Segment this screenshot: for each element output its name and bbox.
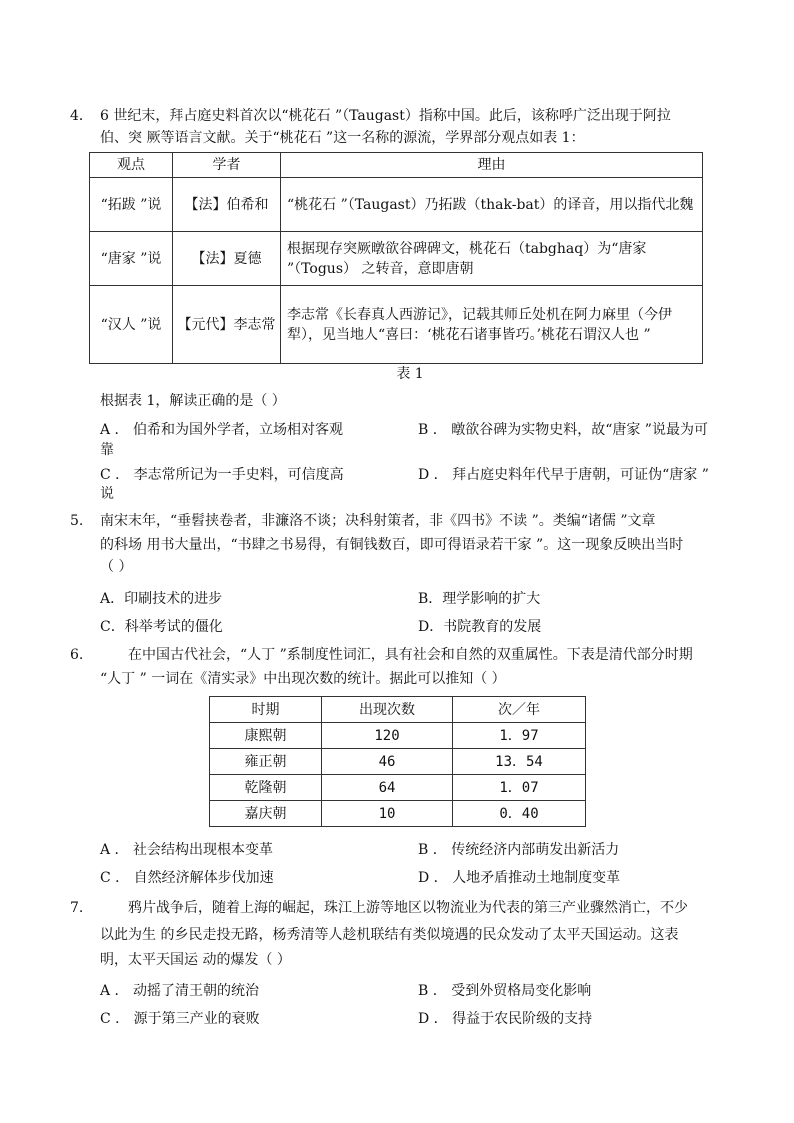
table-cell: 乾隆朝 [210,775,322,801]
table-row [90,286,703,364]
q4-option-d[interactable]: D ． 拜占庭史料年代早于唐朝，可证伪“唐家 ” [418,467,709,483]
table-1 [89,152,703,364]
table-header-row [90,153,703,178]
question-6-number: 6. [70,647,84,663]
table-cell: 1．97 [453,723,586,749]
table-header-cell: 时期 [210,697,322,723]
question-5-stem-line-1: 南宋末年，“垂髫挟卷者，非濂洛不谈；决科射策者，非《四书》不读 ”。类编“诸儒 ”文章 [100,513,656,529]
table-cell: “拓跋 ”说 [90,178,173,232]
q5-option-a[interactable]: A．印刷技术的进步 [100,591,223,607]
table-header-row [210,697,586,723]
question-4-number: 4． [70,108,93,124]
table-header-cell: 理由 [281,153,703,178]
table-cell: 嘉庆朝 [210,801,322,827]
question-4-prompt: 根据表 1，解读正确的是（ ） [100,393,286,409]
question-7-number: 7. [70,900,84,916]
question-6-stem-line-2: “人丁 ” 一词在《清实录》中出现次数的统计。据此可以推知（ ） [100,671,506,687]
table-cell: 0．40 [453,801,586,827]
table-cell: “汉人 ”说 [90,286,173,364]
table-cell: 13．54 [453,749,586,775]
q7-option-c[interactable]: C ． 源于第三产业的衰败 [100,1011,260,1027]
table-cell: 64 [322,775,453,801]
q6-option-b[interactable]: B ． 传统经济内部萌发出新活力 [418,842,620,858]
q6-option-c[interactable]: C ． 自然经济解体步伐加速 [100,870,274,886]
table-row [90,178,703,232]
table-cell: “桃花石 ”（Taugast）乃拓跋（thak-bat）的译音，用以指代北魏 [281,178,703,232]
table-row [90,232,703,286]
question-5-number: 5. [70,513,84,529]
q4-option-d-continued: 说 [100,486,114,502]
question-5-stem-line-3: （ ） [100,559,133,575]
q6-option-d[interactable]: D ． 人地矛盾推动土地制度变革 [418,870,621,886]
q7-option-b[interactable]: B ． 受到外贸格局变化影响 [418,983,592,999]
question-7-stem-line-2: 以此为生 的乡民走投无路，杨秀清等人趁机联结有类似境遇的民众发动了太平天国运动。这表 [100,927,679,943]
table-row [210,775,586,801]
q4-option-b[interactable]: B ． 暾欲谷碑为实物史料，故“唐家 ”说最为可 [418,422,708,438]
question-7-stem-line-1: 鸦片战争后，随着上海的崛起，珠江上游等地区以物流业为代表的第三产业骤然消亡，不少 [128,900,688,916]
q4-option-a[interactable]: A ． 伯希和为国外学者，立场相对客观 [100,422,344,438]
table-header-cell: 次／年 [453,697,586,723]
q5-option-b[interactable]: B．理学影响的扩大 [418,591,541,607]
table-row [210,723,586,749]
q4-option-c[interactable]: C ． 李志常所记为一手史料，可信度高 [100,467,344,483]
q7-option-d[interactable]: D ． 得益于农民阶级的支持 [418,1011,593,1027]
question-6-stem-line-1: 在中国古代社会，“人丁 ”系制度性词汇，具有社会和自然的双重属性。下表是清代部分时期 [128,647,693,663]
question-4-stem-line-2: 伯、突 厥等语言文献。关于“桃花石 ”这一名称的源流，学界部分观点如表 1： [100,130,585,146]
q5-option-c[interactable]: C．科举考试的僵化 [100,619,223,635]
question-7-stem-line-3: 明，太平天国运 动的爆发（ ） [100,952,291,968]
q7-option-a[interactable]: A ． 动摇了清王朝的统治 [100,983,260,999]
table-row [210,801,586,827]
table-cell: 120 [322,723,453,749]
table-cell: 【元代】李志常 [173,286,281,364]
table-renting-statistics [209,696,586,827]
table-cell: 46 [322,749,453,775]
q5-option-d[interactable]: D．书院教育的发展 [418,619,542,635]
q4-option-b-continued: 靠 [100,442,114,458]
question-5-stem-line-2: 的科场 用书大量出，“书肆之书易得，有铜钱数百，即可得语录若干家 ”。这一现象反映出当时 [100,537,684,553]
table-cell: “唐家 ”说 [90,232,173,286]
table-header-cell: 观点 [90,153,173,178]
table-cell: 1．07 [453,775,586,801]
table-cell: 【法】伯希和 [173,178,281,232]
table-row [210,749,586,775]
table-cell: 康熙朝 [210,723,322,749]
table-cell: 10 [322,801,453,827]
table-header-cell: 学者 [173,153,281,178]
table-cell: 根据现存突厥暾欲谷碑碑文，桃花石（tabghaq）为“唐家 ”（Togus） 之转音，意即唐朝 [281,232,703,286]
table-cell: 【法】夏德 [173,232,281,286]
question-4-stem-line-1: 6 世纪末，拜占庭史料首次以“桃花石 ”（Taugast）指称中国。此后，该称呼广泛出现于阿拉 [100,108,671,124]
table-header-cell: 出现次数 [322,697,453,723]
table-1-caption: 表 1 [396,366,424,382]
table-cell: 雍正朝 [210,749,322,775]
table-cell: 李志常《长春真人西游记》，记载其师丘处机在阿力麻里（今伊犁），见当地人“喜曰：‘桃花石诸事皆巧。’桃花石谓汉人也 ” [281,286,703,364]
q6-option-a[interactable]: A ． 社会结构出现根本变革 [100,842,274,858]
